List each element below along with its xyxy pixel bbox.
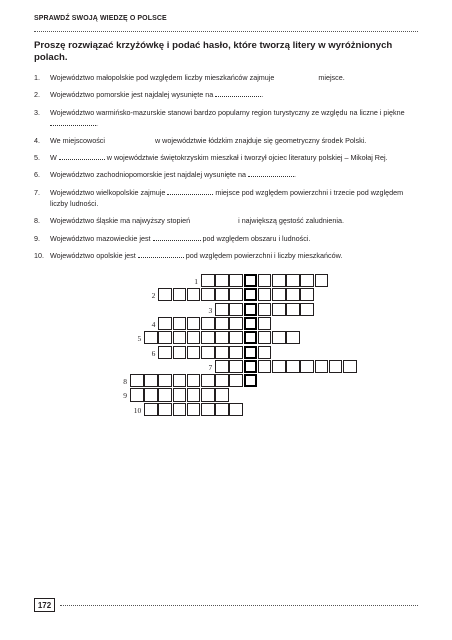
crossword-cell[interactable] — [258, 274, 272, 287]
crossword-cell[interactable] — [173, 374, 187, 387]
crossword-cell[interactable] — [173, 331, 187, 344]
crossword-cell[interactable] — [229, 374, 243, 387]
crossword-row-number: 10 — [133, 405, 142, 415]
answer-blank-10[interactable] — [138, 251, 184, 258]
crossword-cell[interactable] — [201, 288, 215, 301]
crossword-cell[interactable] — [187, 388, 201, 401]
crossword-cell[interactable] — [215, 331, 229, 344]
crossword-cell[interactable] — [130, 388, 144, 401]
crossword-cell[interactable] — [286, 288, 300, 301]
crossword-key-cell[interactable] — [244, 274, 258, 287]
crossword-cell[interactable] — [272, 288, 286, 301]
answer-blank-3[interactable] — [50, 119, 96, 126]
crossword-key-cell[interactable] — [244, 346, 258, 359]
answer-blank-2[interactable] — [215, 90, 261, 97]
crossword-row-number: 5 — [137, 334, 142, 344]
crossword-key-cell[interactable] — [244, 331, 258, 344]
answer-blank-9[interactable] — [153, 234, 201, 241]
crossword-cell[interactable] — [315, 274, 329, 287]
crossword-cell[interactable] — [300, 288, 314, 301]
crossword-cell[interactable] — [300, 274, 314, 287]
crossword-row-number: 4 — [151, 319, 156, 329]
question-number: 3. — [34, 108, 40, 117]
question-number: 8. — [34, 216, 40, 225]
crossword-key-cell[interactable] — [244, 374, 258, 387]
crossword-cell[interactable] — [158, 346, 172, 359]
crossword-cell[interactable] — [173, 388, 187, 401]
crossword-cell[interactable] — [272, 274, 286, 287]
crossword-cell[interactable] — [158, 374, 172, 387]
crossword-cell[interactable] — [187, 346, 201, 359]
answer-blank-6[interactable] — [248, 170, 294, 177]
crossword-cell[interactable] — [158, 288, 172, 301]
question-number: 6. — [34, 170, 40, 179]
crossword-cell[interactable] — [229, 303, 243, 316]
crossword-cell[interactable] — [173, 317, 187, 330]
crossword-cell[interactable] — [187, 331, 201, 344]
crossword-cell[interactable] — [215, 317, 229, 330]
crossword-cell[interactable] — [215, 303, 229, 316]
crossword-cell[interactable] — [215, 288, 229, 301]
crossword-cell[interactable] — [258, 360, 272, 373]
crossword-cell[interactable] — [300, 360, 314, 373]
crossword-cell[interactable] — [258, 346, 272, 359]
crossword-row-number: 9 — [123, 391, 127, 401]
crossword-key-cell[interactable] — [244, 288, 258, 301]
question-number: 5. — [34, 153, 40, 162]
crossword-cell[interactable] — [315, 360, 329, 373]
crossword-cell[interactable] — [272, 360, 286, 373]
crossword-cell[interactable] — [201, 388, 215, 401]
crossword-cell[interactable] — [144, 388, 158, 401]
crossword-cell[interactable] — [187, 317, 201, 330]
crossword-cell[interactable] — [173, 288, 187, 301]
crossword-cell[interactable] — [300, 303, 314, 316]
crossword-row-number: 2 — [151, 291, 156, 301]
question-number: 10. — [34, 251, 44, 260]
crossword-cell[interactable] — [201, 274, 215, 287]
crossword-cell[interactable] — [130, 374, 144, 387]
crossword-cell[interactable] — [201, 374, 215, 387]
crossword-cell[interactable] — [343, 360, 357, 373]
crossword-cell[interactable] — [229, 346, 243, 359]
crossword-cell[interactable] — [215, 388, 229, 401]
crossword-cell[interactable] — [229, 317, 243, 330]
crossword-cell[interactable] — [258, 331, 272, 344]
bottom-divider — [60, 605, 418, 606]
crossword-cell[interactable] — [158, 403, 172, 416]
crossword-cell[interactable] — [258, 303, 272, 316]
crossword-cell[interactable] — [215, 403, 229, 416]
crossword-cell[interactable] — [258, 317, 272, 330]
crossword-cell[interactable] — [229, 331, 243, 344]
crossword-cell[interactable] — [258, 288, 272, 301]
crossword-cell[interactable] — [187, 403, 201, 416]
crossword-key-cell[interactable] — [244, 360, 258, 373]
section-header: SPRAWDŹ SWOJĄ WIEDZĘ O POLSCE — [34, 15, 167, 22]
task-title: Proszę rozwiązać krzyżówkę i podać hasło, które tworzą litery w wyróżnionych polach. — [34, 40, 393, 63]
crossword-cell[interactable] — [215, 346, 229, 359]
crossword-cell[interactable] — [215, 374, 229, 387]
crossword-cell[interactable] — [215, 360, 229, 373]
crossword-cell[interactable] — [286, 274, 300, 287]
crossword-cell[interactable] — [229, 403, 243, 416]
crossword-row-number: 8 — [123, 377, 127, 387]
crossword-cell[interactable] — [158, 331, 172, 344]
crossword-row-number: 1 — [194, 277, 198, 286]
crossword-cell[interactable] — [144, 331, 158, 344]
crossword-key-cell[interactable] — [244, 317, 258, 330]
crossword-cell[interactable] — [201, 403, 215, 416]
top-divider — [34, 31, 418, 32]
crossword-cell[interactable] — [201, 331, 215, 344]
crossword-cell[interactable] — [229, 360, 243, 373]
crossword-cell[interactable] — [215, 274, 229, 287]
question-number: 2. — [34, 90, 40, 99]
crossword-cell[interactable] — [201, 346, 215, 359]
question-number: 1. — [34, 73, 40, 82]
crossword-cell[interactable] — [272, 331, 286, 344]
answer-blank-7[interactable] — [167, 188, 213, 195]
crossword-cell[interactable] — [286, 331, 300, 344]
crossword-cell[interactable] — [272, 303, 286, 316]
crossword-cell[interactable] — [173, 346, 187, 359]
crossword-row-number: 3 — [208, 305, 213, 315]
crossword-cell[interactable] — [158, 388, 172, 401]
crossword-cell[interactable] — [144, 374, 158, 387]
crossword-cell[interactable] — [187, 288, 201, 301]
crossword-row-number: 6 — [151, 348, 156, 358]
crossword-cell[interactable] — [286, 360, 300, 373]
crossword-cell[interactable] — [201, 317, 215, 330]
crossword-row-number: 7 — [208, 362, 213, 372]
crossword-cell[interactable] — [158, 317, 172, 330]
question-number: 4. — [34, 136, 40, 145]
crossword-cell[interactable] — [286, 303, 300, 316]
crossword-cell[interactable] — [173, 403, 187, 416]
crossword-cell[interactable] — [229, 274, 243, 287]
question-number: 7. — [34, 188, 40, 197]
crossword-cell[interactable] — [229, 288, 243, 301]
answer-blank-5[interactable] — [59, 153, 105, 160]
question-number: 9. — [34, 234, 40, 243]
crossword-key-cell[interactable] — [244, 303, 258, 316]
crossword-cell[interactable] — [329, 360, 343, 373]
crossword-cell[interactable] — [144, 403, 158, 416]
crossword-cell[interactable] — [187, 374, 201, 387]
page-number: 172 — [34, 598, 55, 612]
